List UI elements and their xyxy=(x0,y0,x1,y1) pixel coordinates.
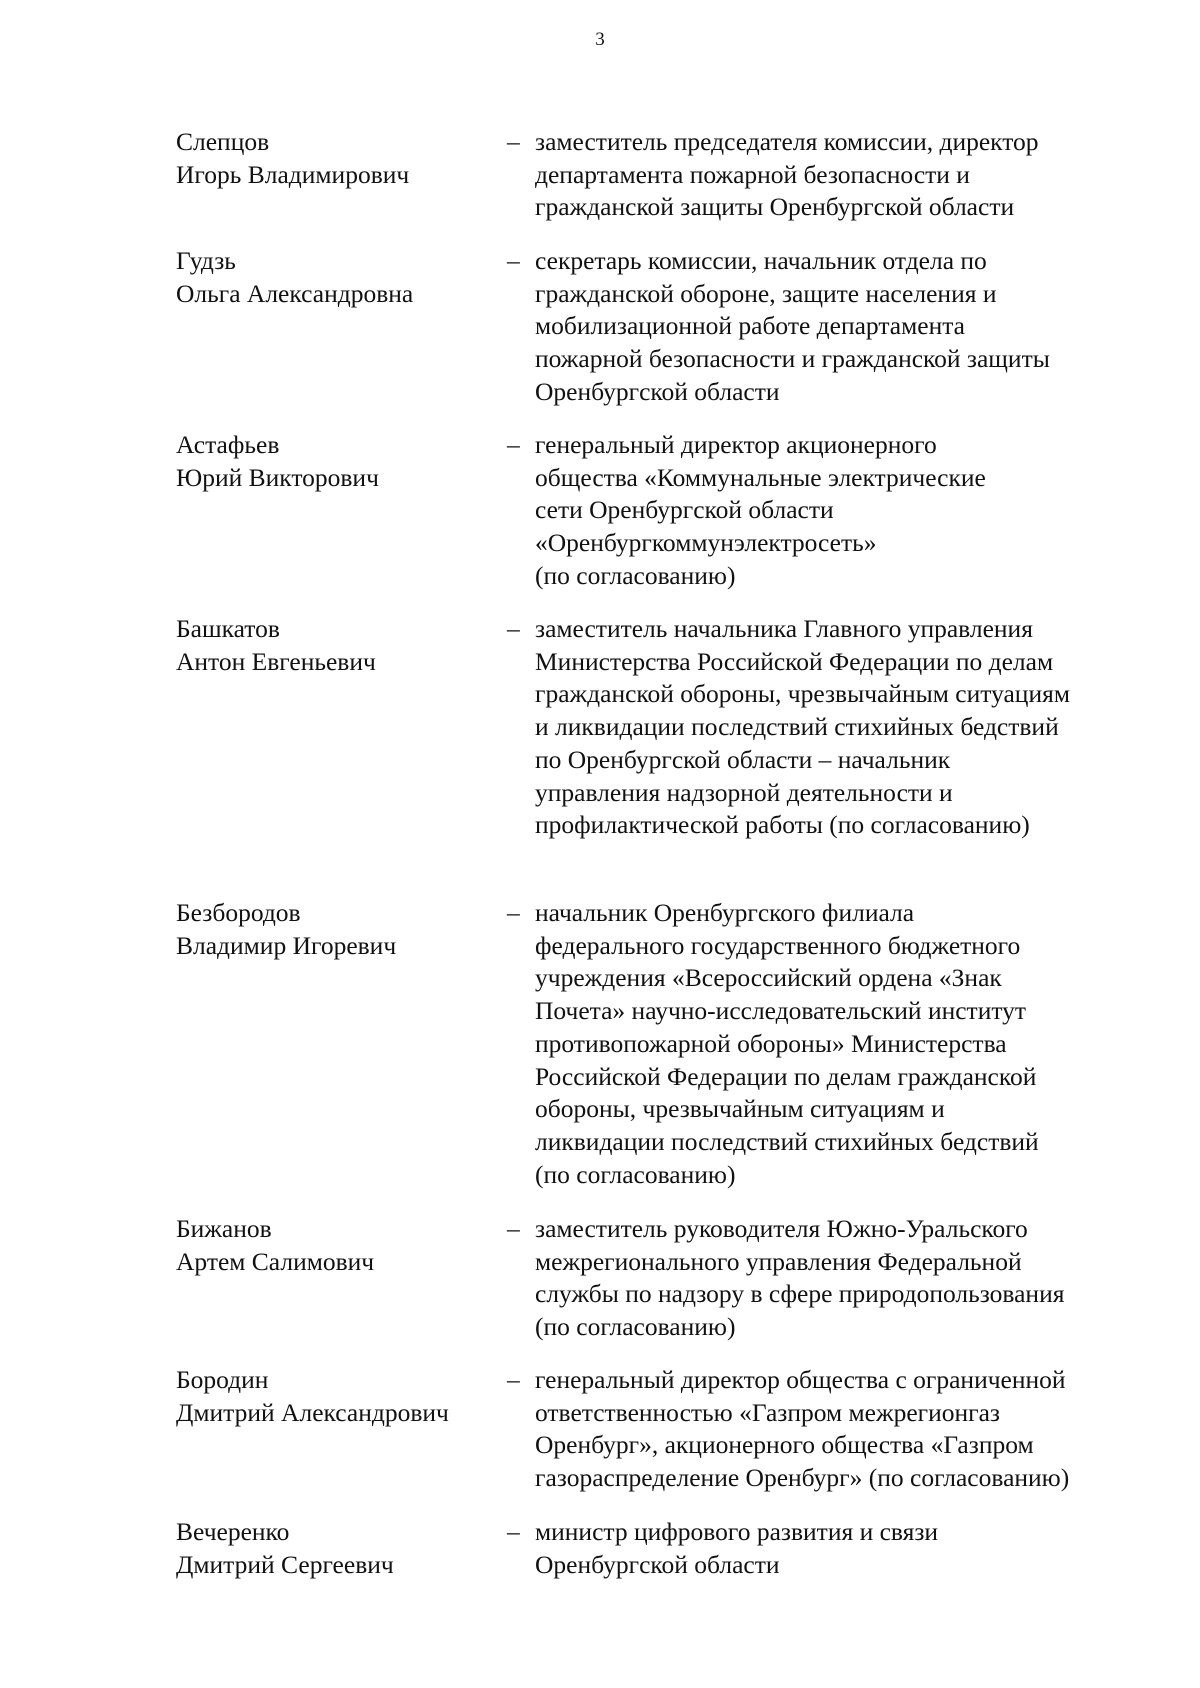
member-given-name: Игорь Владимирович xyxy=(176,159,410,189)
member-given-name: Антон Евгеньевич xyxy=(176,646,376,676)
position-line: гражданской обороны, чрезвычайным ситуациям xyxy=(535,679,1070,709)
member-name xyxy=(176,1364,476,1429)
position-line: газораспределение Оренбург» (по согласованию) xyxy=(535,1463,1070,1493)
member-surname: Слепцов xyxy=(176,127,270,156)
position-line: министр цифрового развития и связи xyxy=(535,1517,939,1546)
position-line: (по согласованию) xyxy=(535,1312,736,1342)
position-line: «Оренбургкоммунэлектросеть» xyxy=(535,528,877,558)
member-surname: Вечеренко xyxy=(176,1517,290,1546)
member-surname: Безбородов xyxy=(176,898,301,927)
position-line: межрегионального управления Федеральной xyxy=(535,1246,1022,1276)
member-surname: Бородин xyxy=(176,1365,269,1394)
member-surname: Бижанов xyxy=(176,1214,272,1243)
member-given-name: Юрий Викторович xyxy=(176,462,379,492)
position-line: секретарь комиссии, начальник отдела по xyxy=(535,246,987,275)
position-line: управления надзорной деятельности и xyxy=(535,777,953,807)
member-position xyxy=(535,429,1175,593)
member-position xyxy=(535,126,1175,224)
position-line: начальник Оренбургского филиала xyxy=(535,898,915,927)
member-name xyxy=(176,429,476,494)
position-line: заместитель руководителя Южно-Уральского xyxy=(535,1214,1028,1243)
member-surname: Башкатов xyxy=(176,614,280,643)
position-line: (по согласованию) xyxy=(535,1159,736,1189)
member-name xyxy=(176,1213,476,1278)
position-line: (по согласованию) xyxy=(535,560,736,590)
position-line: Оренбургской области xyxy=(535,1549,780,1579)
position-line: федерального государственного бюджетного xyxy=(535,930,1021,960)
position-line: сети Оренбургской области xyxy=(535,495,834,525)
position-line: департамента пожарной безопасности и xyxy=(535,159,970,189)
position-line: по Оренбургской области – начальник xyxy=(535,744,951,774)
page-number: 3 xyxy=(595,29,605,50)
member-name xyxy=(176,245,476,310)
position-line: учреждения «Всероссийский ордена «Знак xyxy=(535,963,1002,993)
position-line: Министерства Российской Федерации по делам xyxy=(535,646,1054,676)
member-given-name: Дмитрий Сергеевич xyxy=(176,1549,394,1579)
position-line: мобилизационной работе департамента xyxy=(535,311,965,341)
position-line: ликвидации последствий стихийных бедствий xyxy=(535,1126,1039,1156)
member-name xyxy=(176,126,476,191)
member-name xyxy=(176,613,476,678)
position-line: противопожарной обороны» Министерства xyxy=(535,1028,1007,1058)
position-line: обороны, чрезвычайным ситуациям и xyxy=(535,1094,945,1124)
member-given-name: Владимир Игоревич xyxy=(176,930,397,960)
position-line: генеральный директор общества с ограниченной xyxy=(535,1365,1066,1394)
position-line: службы по надзору в сфере природопользования xyxy=(535,1279,1065,1309)
dash-separator: – xyxy=(507,127,520,156)
position-line: общества «Коммунальные электрические xyxy=(535,462,986,492)
position-line: Оренбург», акционерного общества «Газпром xyxy=(535,1430,1034,1460)
position-line: и ликвидации последствий стихийных бедствий xyxy=(535,712,1059,742)
dash-separator: – xyxy=(507,898,520,927)
dash-separator: – xyxy=(507,614,520,643)
dash-separator: – xyxy=(507,1517,520,1546)
position-line: Почета» научно-исследовательский институт xyxy=(535,996,1027,1026)
dash-separator: – xyxy=(507,430,520,459)
member-position xyxy=(535,613,1175,842)
position-line: гражданской защиты Оренбургской области xyxy=(535,192,1015,222)
member-surname: Гудзь xyxy=(176,246,236,275)
member-position xyxy=(535,1364,1175,1495)
member-position xyxy=(535,1213,1175,1344)
member-surname: Астафьев xyxy=(176,430,280,459)
member-position xyxy=(535,897,1175,1191)
position-line: генеральный директор акционерного xyxy=(535,430,937,459)
position-line: заместитель председателя комиссии, директор xyxy=(535,127,1039,156)
position-line: ответственностью «Газпром межрегионгаз xyxy=(535,1397,1001,1427)
member-name xyxy=(176,897,476,962)
member-position xyxy=(535,1516,1175,1581)
member-given-name: Артем Салимович xyxy=(176,1246,375,1276)
position-line: заместитель начальника Главного управления xyxy=(535,614,1033,643)
dash-separator: – xyxy=(507,1365,520,1394)
member-position xyxy=(535,245,1175,409)
member-given-name: Дмитрий Александрович xyxy=(176,1397,449,1427)
position-line: гражданской обороне, защите населения и xyxy=(535,278,997,308)
position-line: профилактической работы (по согласованию) xyxy=(535,810,1030,840)
dash-separator: – xyxy=(507,1214,520,1243)
position-line: пожарной безопасности и гражданской защиты xyxy=(535,344,1050,374)
position-line: Оренбургской области xyxy=(535,376,780,406)
dash-separator: – xyxy=(507,246,520,275)
member-given-name: Ольга Александровна xyxy=(176,278,414,308)
position-line: Российской Федерации по делам гражданской xyxy=(535,1061,1037,1091)
member-name xyxy=(176,1516,476,1581)
